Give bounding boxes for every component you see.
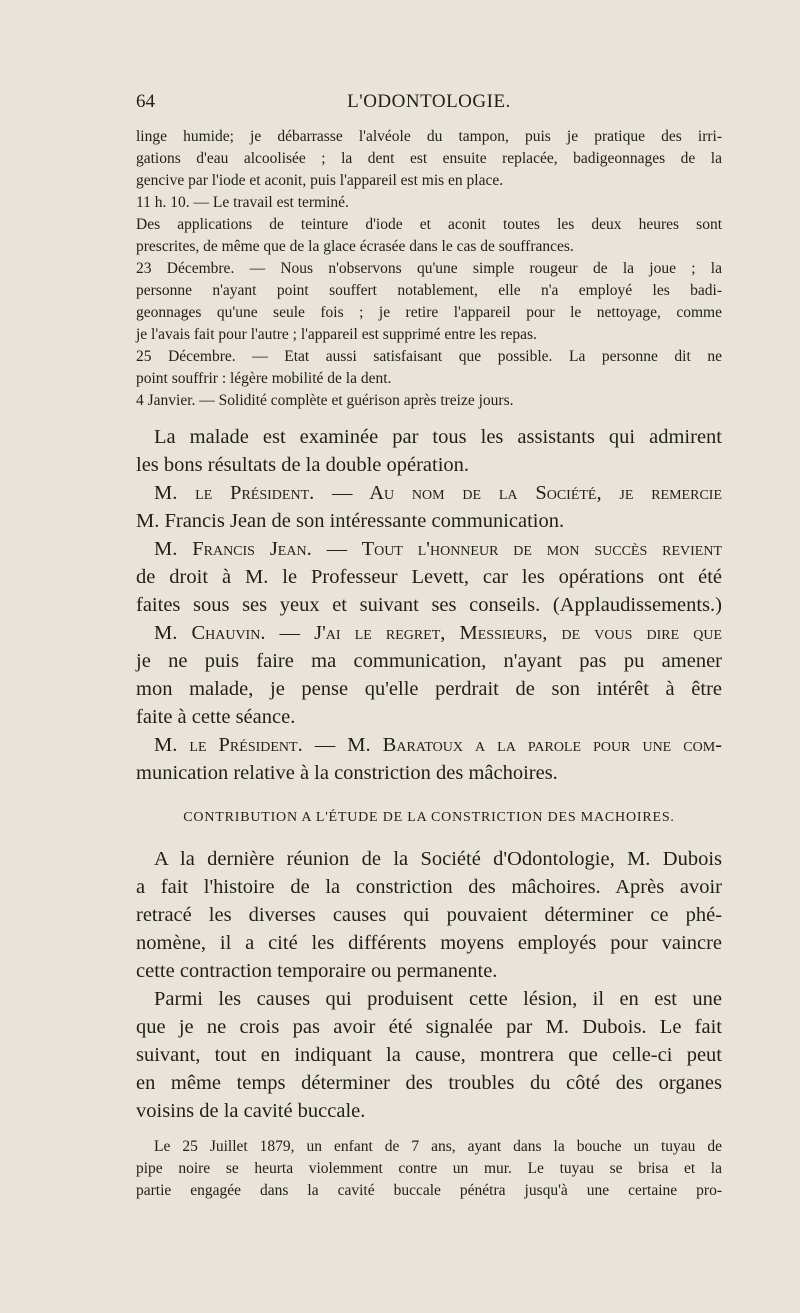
- text-line: retracé les diverses causes qui pouvaient déterminer ce phé-: [136, 904, 722, 926]
- text-line: en même temps déterminer des troubles du côté des organes: [136, 1072, 722, 1094]
- text-line: M. Francis Jean de son intéressante communication.: [136, 510, 565, 532]
- text-line: 11 h. 10. — Le travail est terminé.: [136, 194, 349, 211]
- text-line: 25 Décembre. — Etat aussi satisfaisant que possible. La personne dit ne: [136, 348, 722, 365]
- text-line: point souffrir : légère mobilité de la dent.: [136, 370, 392, 387]
- text-line: de droit à M. le Professeur Levett, car les opérations ont été: [136, 566, 722, 588]
- section-heading: CONTRIBUTION A L'ÉTUDE DE LA CONSTRICTION DES MACHOIRES.: [183, 810, 675, 825]
- text-line: les bons résultats de la double opération.: [136, 454, 470, 476]
- text-line: A la dernière réunion de la Société d'Odontologie, M. Dubois: [154, 848, 722, 870]
- text-line: Parmi les causes qui produisent cette lésion, il en est une: [154, 988, 722, 1010]
- text-line: 4 Janvier. — Solidité complète et guérison après treize jours.: [136, 392, 514, 409]
- text-line: je l'avais fait pour l'autre ; l'appareil est supprimé entre les repas.: [136, 326, 537, 343]
- text-line: faites sous ses yeux et suivant ses conseils. (Applaudissements.): [136, 594, 722, 616]
- text-line: 23 Décembre. — Nous n'observons qu'une simple rougeur de la joue ; la: [136, 260, 722, 277]
- text-line: gencive par l'iode et aconit, puis l'appareil est mis en place.: [136, 172, 504, 189]
- text-line: munication relative à la constriction des mâchoires.: [136, 762, 558, 784]
- text-line: linge humide; je débarrasse l'alvéole du tampon, puis je pratique des irri-: [136, 128, 722, 145]
- text-line: pipe noire se heurta violemment contre un mur. Le tuyau se brisa et la: [136, 1160, 722, 1177]
- text-line: Le 25 Juillet 1879, un enfant de 7 ans, ayant dans la bouche un tuyau de: [154, 1138, 722, 1155]
- text-line: je ne puis faire ma communication, n'ayant pas pu amener: [136, 650, 722, 672]
- page-header: [136, 91, 722, 117]
- text-line: personne n'ayant point souffert notablement, elle n'a employé les badi-: [136, 282, 722, 299]
- text-line: que je ne crois pas avoir été signalée par M. Dubois. Le fait: [136, 1016, 722, 1038]
- text-line: M. Francis Jean. — Tout l'honneur de mon succès revient: [154, 538, 722, 560]
- text-line: a fait l'histoire de la constriction des mâchoires. Après avoir: [136, 876, 722, 898]
- page-number: 64: [136, 91, 155, 112]
- text-line: prescrites, de même que de la glace écrasée dans le cas de souffrances.: [136, 238, 574, 255]
- text-line: cette contraction temporaire ou permanente.: [136, 960, 498, 982]
- text-line: suivant, tout en indiquant la cause, montrera que celle-ci peut: [136, 1044, 722, 1066]
- text-line: gations d'eau alcoolisée ; la dent est ensuite replacée, badigeonnages de la: [136, 150, 722, 167]
- text-line: nomène, il a cité les différents moyens employés pour vaincre: [136, 932, 722, 954]
- text-line: voisins de la cavité buccale.: [136, 1100, 366, 1122]
- text-line: M. le Président. — M. Baratoux a la parole pour une com-: [154, 734, 722, 756]
- text-line: M. le Président. — Au nom de la Société, je remercie: [154, 482, 722, 504]
- text-line: La malade est examinée par tous les assistants qui admirent: [154, 426, 722, 448]
- text-line: Des applications de teinture d'iode et aconit toutes les deux heures sont: [136, 216, 722, 233]
- text-line: faite à cette séance.: [136, 706, 296, 728]
- text-line: partie engagée dans la cavité buccale pénétra jusqu'à une certaine pro-: [136, 1182, 722, 1199]
- text-line: mon malade, je pense qu'elle perdrait de son intérêt à être: [136, 678, 722, 700]
- running-title: L'ODONTOLOGIE.: [347, 91, 511, 112]
- text-line: M. Chauvin. — J'ai le regret, Messieurs, de vous dire que: [154, 622, 722, 644]
- text-line: geonnages qu'une seule fois ; je retire l'appareil pour le nettoyage, comme: [136, 304, 722, 321]
